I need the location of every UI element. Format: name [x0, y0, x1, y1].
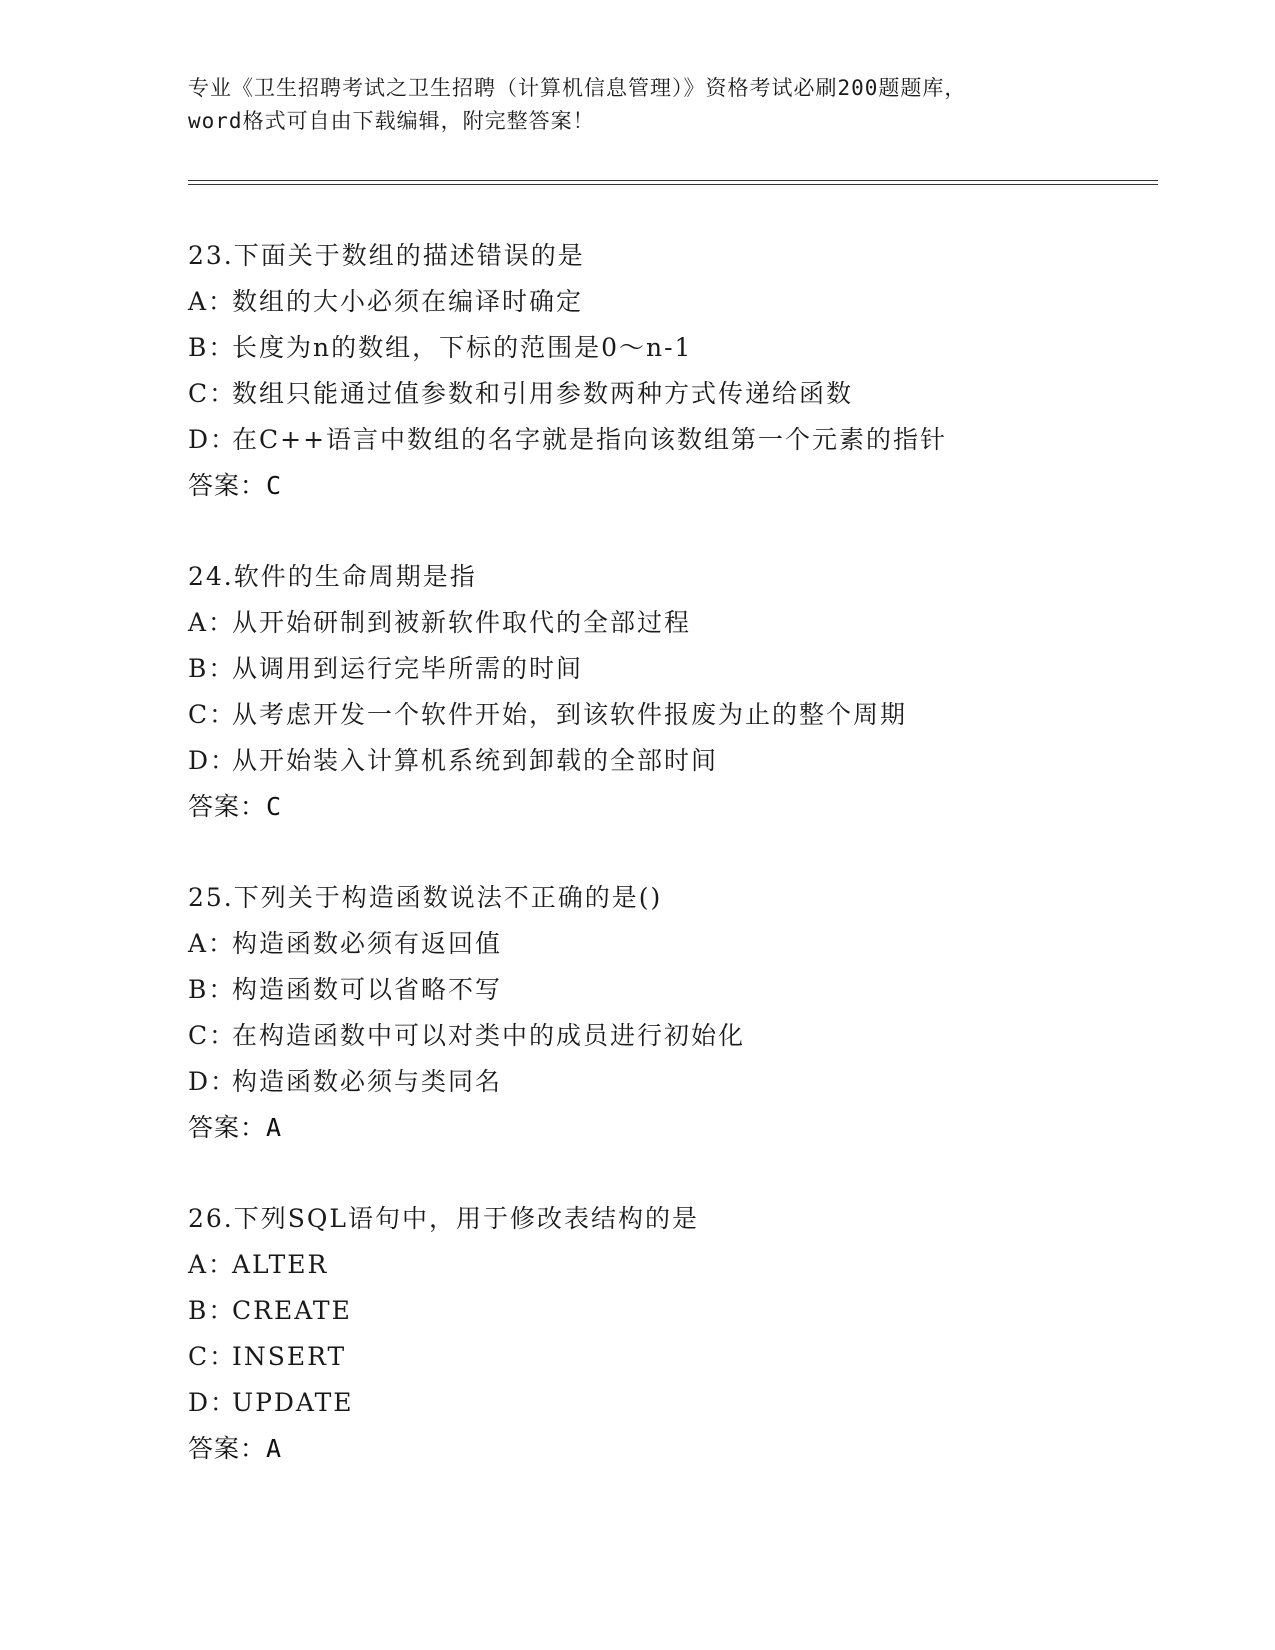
- answer-line: [188, 463, 1148, 509]
- option-key: C：: [188, 700, 237, 729]
- option-b: [188, 967, 1148, 1013]
- option-key: C：: [188, 1021, 237, 1050]
- option-c: [188, 692, 1148, 738]
- option-a: [188, 600, 1148, 646]
- option-c: [188, 371, 1148, 417]
- option-c: [188, 1013, 1148, 1059]
- option-text: 长度为n的数组，下标的范围是0～n-1: [232, 333, 693, 362]
- option-text: 构造函数必须与类同名: [232, 1067, 503, 1096]
- header-line-2: word格式可自由下载编辑，附完整答案！: [188, 109, 595, 133]
- option-key: D：: [188, 746, 238, 775]
- option-text: 在构造函数中可以对类中的成员进行初始化: [232, 1021, 746, 1050]
- header-divider-top: [188, 180, 1158, 181]
- option-key: B：: [188, 1296, 236, 1325]
- option-key: C：: [188, 379, 237, 408]
- answer-line: [188, 784, 1148, 830]
- question-26: [188, 1196, 1148, 1517]
- option-c: [188, 1334, 1148, 1380]
- answer-value: C: [266, 471, 283, 500]
- answer-label: 答案：: [188, 792, 267, 821]
- option-key: B：: [188, 333, 236, 362]
- option-text: 从开始研制到被新软件取代的全部过程: [232, 608, 692, 637]
- option-key: A：: [188, 929, 236, 958]
- answer-label: 答案：: [188, 471, 267, 500]
- option-text: 构造函数必须有返回值: [232, 929, 503, 958]
- answer-value: A: [266, 1113, 283, 1142]
- option-text: 从考虑开发一个软件开始，到该软件报废为止的整个周期: [232, 700, 908, 729]
- option-b: [188, 1288, 1148, 1334]
- option-text: UPDATE: [232, 1388, 354, 1417]
- question-stem: 26.下列SQL语句中，用于修改表结构的是: [188, 1204, 699, 1233]
- option-text: CREATE: [232, 1296, 352, 1325]
- option-a: [188, 921, 1148, 967]
- question-23: [188, 233, 1148, 554]
- option-d: [188, 417, 1148, 463]
- option-text: 从调用到运行完毕所需的时间: [232, 654, 584, 683]
- question-stem: 25.下列关于构造函数说法不正确的是(): [188, 883, 663, 912]
- option-d: [188, 1059, 1148, 1105]
- option-b: [188, 646, 1148, 692]
- header-line-1: 专业《卫生招聘考试之卫生招聘（计算机信息管理）》资格考试必刷200题题库，: [188, 76, 967, 100]
- option-text: 从开始装入计算机系统到卸载的全部时间: [232, 746, 719, 775]
- option-text: ALTER: [232, 1250, 329, 1279]
- answer-line: [188, 1426, 1148, 1472]
- option-key: B：: [188, 654, 236, 683]
- option-b: [188, 325, 1148, 371]
- answer-value: A: [266, 1434, 283, 1463]
- option-text: 数组只能通过值参数和引用参数两种方式传递给函数: [232, 379, 854, 408]
- option-key: A：: [188, 608, 236, 637]
- option-key: D：: [188, 1067, 238, 1096]
- option-key: D：: [188, 1388, 238, 1417]
- option-text: INSERT: [232, 1342, 347, 1371]
- question-stem: 23.下面关于数组的描述错误的是: [188, 241, 585, 270]
- option-key: A：: [188, 287, 236, 316]
- option-d: [188, 738, 1148, 784]
- option-a: [188, 279, 1148, 325]
- question-list: [188, 233, 1148, 1517]
- answer-value: C: [266, 792, 283, 821]
- option-key: C：: [188, 1342, 237, 1371]
- answer-label: 答案：: [188, 1113, 267, 1142]
- question-stem: 24.软件的生命周期是指: [188, 562, 477, 591]
- option-text: 构造函数可以省略不写: [232, 975, 503, 1004]
- answer-line: [188, 1105, 1148, 1151]
- question-24: [188, 554, 1148, 875]
- option-text: 数组的大小必须在编译时确定: [232, 287, 584, 316]
- question-25: [188, 875, 1148, 1196]
- option-key: A：: [188, 1250, 236, 1279]
- option-d: [188, 1380, 1148, 1426]
- header-divider-bottom: [188, 184, 1158, 185]
- option-key: B：: [188, 975, 236, 1004]
- document-header: [188, 72, 1088, 138]
- option-text: 在C++语言中数组的名字就是指向该数组第一个元素的指针: [232, 425, 948, 454]
- option-a: [188, 1242, 1148, 1288]
- answer-label: 答案：: [188, 1434, 267, 1463]
- option-key: D：: [188, 425, 238, 454]
